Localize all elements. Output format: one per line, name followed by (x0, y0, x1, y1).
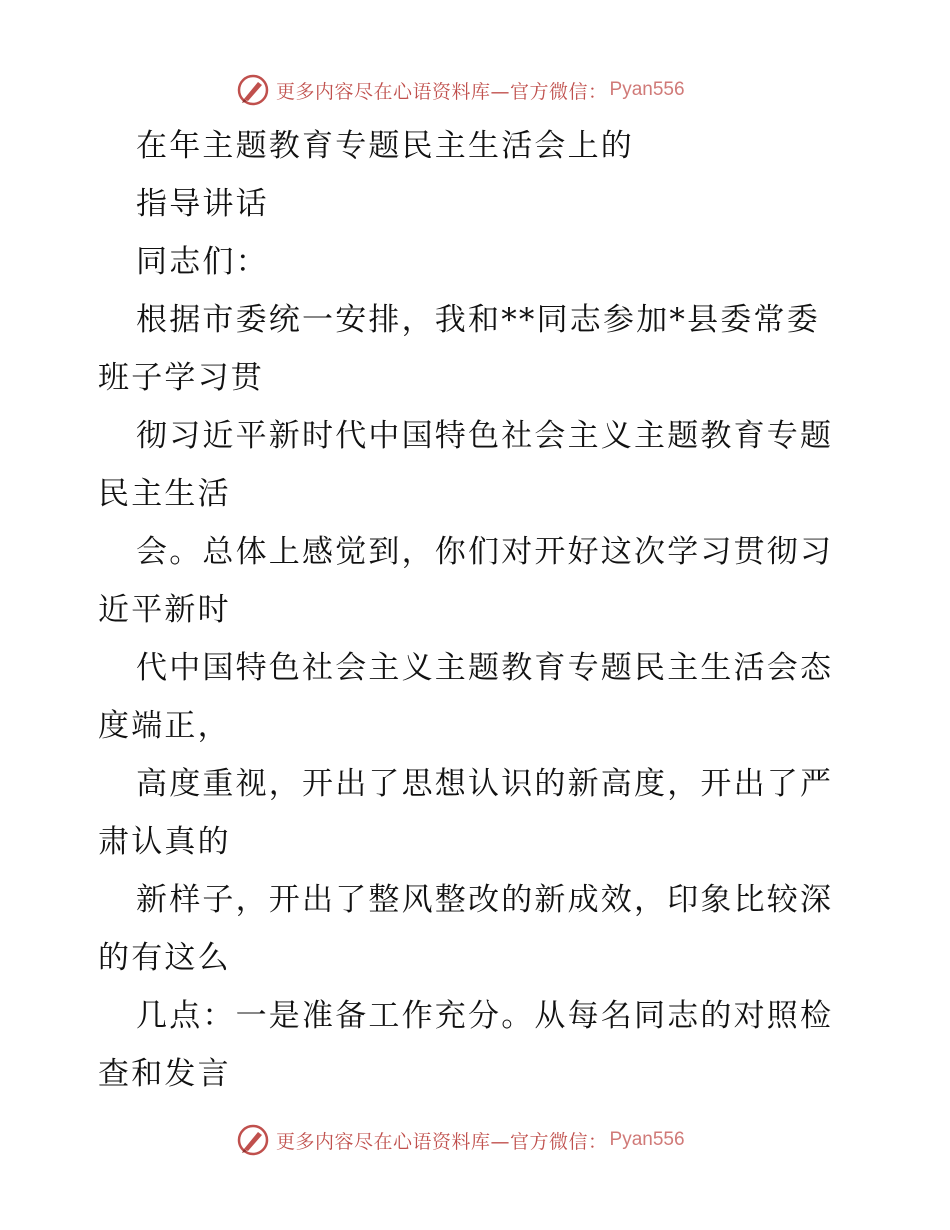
paragraph-line: 肃认真的 (98, 824, 231, 860)
paragraph-line: 的有这么 (98, 940, 231, 976)
paragraph-line: 几点：一是准备工作充分。从每名同志的对照检 (136, 998, 834, 1034)
paragraph-line: 近平新时 (98, 592, 231, 628)
paragraph-line: 查和发言 (98, 1056, 231, 1092)
pen-logo-icon (236, 73, 270, 107)
footer-watermark (236, 1122, 685, 1158)
paragraph-line: 代中国特色社会主义主题教育专题民主生活会态 (136, 650, 834, 686)
watermark-handle: Pyan556 (609, 79, 685, 100)
paragraph-line: 指导讲话 (136, 186, 269, 222)
paragraph-line: 民主生活 (98, 476, 231, 512)
watermark-text: 更多内容尽在心语资料库—官方微信： (276, 80, 608, 103)
paragraph-line: 度端正， (98, 708, 231, 744)
paragraph-line: 新样子，开出了整风整改的新成效，印象比较深 (136, 882, 834, 918)
watermark-handle: Pyan556 (609, 1129, 685, 1150)
paragraph-line: 同志们： (136, 244, 269, 280)
paragraph-line: 在年主题教育专题民主生活会上的 (136, 128, 634, 164)
paragraph-line: 高度重视，开出了思想认识的新高度，开出了严 (136, 766, 834, 802)
paragraph-line: 会。总体上感觉到，你们对开好这次学习贯彻习 (136, 534, 834, 570)
document-body (98, 117, 858, 1103)
paragraph-line: 彻习近平新时代中国特色社会主义主题教育专题 (136, 418, 834, 454)
pen-logo-icon (236, 1123, 270, 1157)
paragraph-line: 班子学习贯 (98, 360, 264, 396)
header-watermark (236, 72, 685, 108)
watermark-text: 更多内容尽在心语资料库—官方微信： (276, 1130, 608, 1153)
paragraph-line: 根据市委统一安排，我和**同志参加*县委常委 (136, 302, 820, 338)
